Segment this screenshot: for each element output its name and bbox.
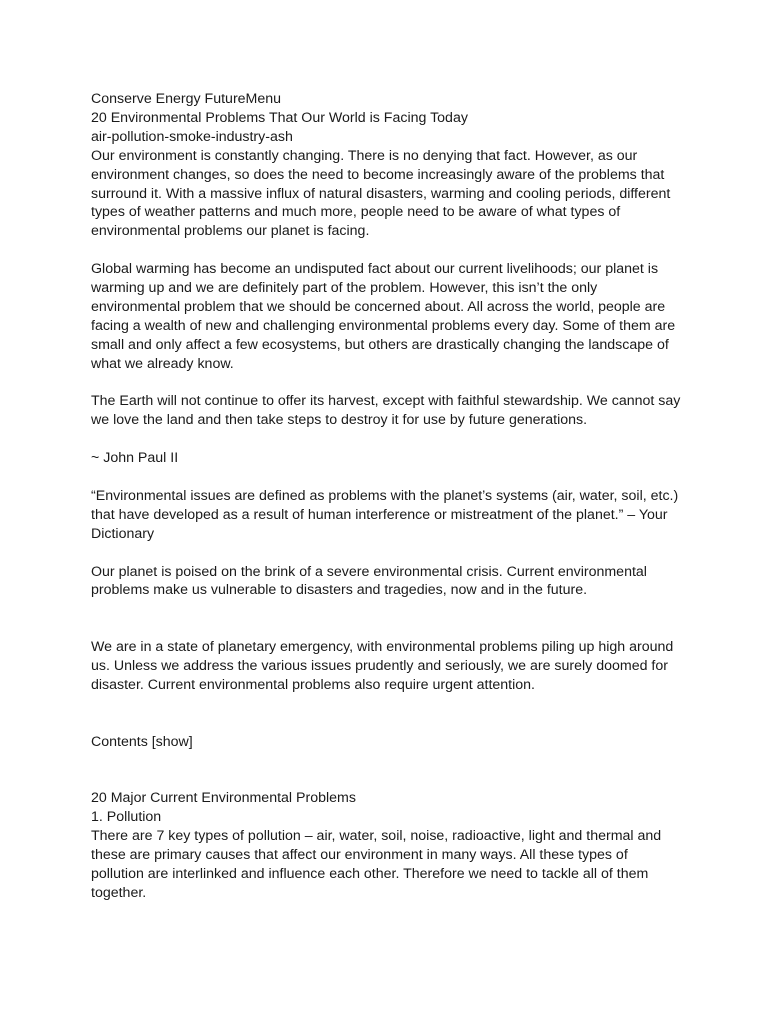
contents-toggle[interactable]: Contents [show] [91, 733, 193, 750]
spacer [91, 374, 681, 393]
spacer [91, 430, 681, 449]
pollution-paragraph: There are 7 key types of pollution – air, water, soil, noise, radioactive, light and thermal and these are primary causes that affect our environment in many ways. All these types of pollution are interlinked and influence each other. Therefore we need to tackle all of them together. [91, 828, 662, 901]
document-page [91, 90, 681, 903]
spacer [91, 468, 681, 487]
section-heading: 20 Major Current Environmental Problems [91, 790, 356, 807]
spacer [91, 241, 681, 260]
item-heading-pollution: 1. Pollution [91, 809, 162, 826]
intro-paragraph: Our environment is constantly changing. There is no denying that fact. However, as our environment changes, so does the need to become increasingly aware of the problems that surround it. With a massive influx of natural disasters, warming and cooling periods, different types of weather patterns and much more, people need to be aware of what types of environmental problems our planet is facing. [91, 147, 671, 240]
spacer [91, 752, 681, 790]
emergency-paragraph: We are in a state of planetary emergency, with environmental problems piling up high around us. Unless we address the various issues prudently and seriously, we are surely doomed for disaster. Current environmental problems also require urgent attention. [91, 639, 674, 693]
image-alt-text: air-pollution-smoke-industry-ash [91, 128, 293, 145]
quote-author: ~ John Paul II [91, 450, 179, 467]
quote-text: The Earth will not continue to offer its harvest, except with faithful stewardship. We cannot say we love the land and then take steps to destroy it for use by future generations. [91, 393, 681, 429]
spacer [91, 600, 681, 638]
spacer [91, 544, 681, 563]
global-warming-paragraph: Global warming has become an undisputed fact about our current livelihoods; our planet is warming up and we are definitely part of the problem. However, this isn’t the only environmental problem that we should be concerned about. All across the world, people are facing a wealth of new and challenging environmental problems every day. Some of them are small and only affect a few ecosystems, but others are drastically changing the landscape of what we already know. [91, 261, 676, 372]
site-title: Conserve Energy FutureMenu [91, 91, 282, 107]
article-title: 20 Environmental Problems That Our World is Facing Today [91, 109, 468, 126]
definition-quote: “Environmental issues are defined as problems with the planet’s systems (air, water, soil, etc.) that have developed as a result of human interference or mistreatment of the planet.” – Your Dictionary [91, 487, 679, 542]
crisis-paragraph: Our planet is poised on the brink of a severe environmental crisis. Current environmental problems make us vulnerable to disasters and tragedies, now and in the future. [91, 563, 647, 599]
spacer [91, 695, 681, 733]
